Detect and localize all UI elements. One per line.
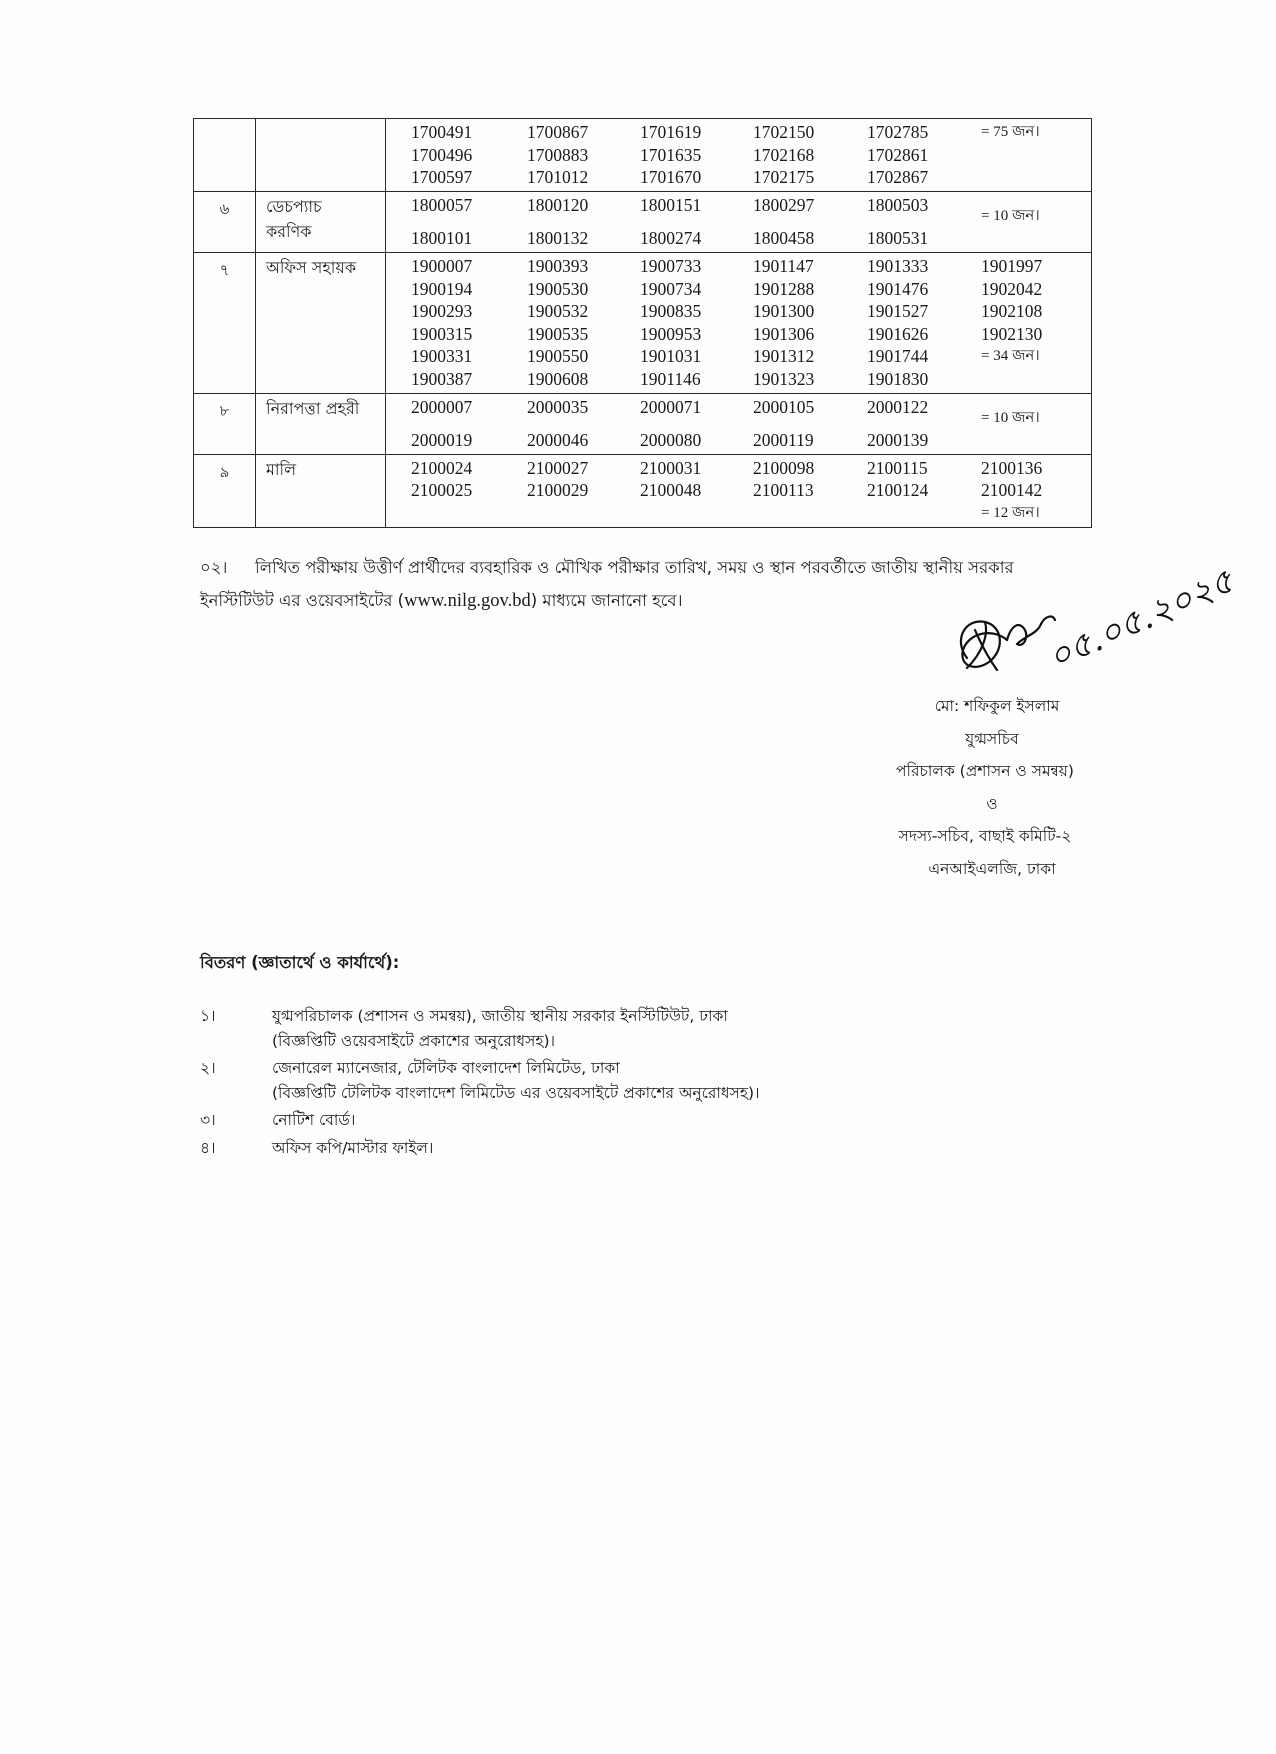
- roll-number: 1900734: [640, 278, 702, 299]
- website-url: www.nilg.gov.bd: [404, 591, 531, 611]
- roll-number: 1900331: [411, 346, 473, 367]
- table-row: [194, 191, 1092, 252]
- roll-number: 2100024: [411, 457, 473, 478]
- distribution-item: [200, 1108, 1200, 1133]
- distribution-item-text: জেনারেল ম্যানেজার, টেলিটক বাংলাদেশ লিমিটেড, ঢাকা: [272, 1059, 620, 1077]
- roll-number: 1901146: [640, 368, 701, 389]
- roll-number: 1901147: [753, 255, 814, 276]
- roll-number: 1702168: [753, 144, 815, 165]
- roll-number: 1901527: [867, 301, 929, 322]
- handwritten-signature: [945, 561, 1240, 690]
- signatory-and: ও: [986, 794, 998, 813]
- post-name-line: ডেচপ্যাচ: [266, 196, 322, 216]
- roll-number: 2100029: [527, 480, 589, 501]
- roll-number: 2000105: [753, 396, 815, 417]
- roll-number: 2100115: [867, 457, 928, 478]
- roll-number: 2000019: [411, 430, 473, 451]
- roll-number: 1901830: [867, 368, 929, 389]
- distribution-list: [200, 1004, 1200, 1163]
- roll-numbers-cell: [386, 252, 1092, 393]
- roll-number: 1901288: [753, 278, 815, 299]
- roll-number: 1701619: [640, 122, 702, 142]
- table-row: [194, 454, 1092, 527]
- roll-number: 1900835: [640, 301, 702, 322]
- roll-number: 1902108: [981, 301, 1043, 322]
- post-name-line: মালি: [266, 459, 297, 479]
- candidate-total: = 34 জন।: [981, 348, 1040, 365]
- roll-number: 2100025: [411, 480, 473, 501]
- serial-number: ৯: [194, 454, 256, 527]
- distribution-item-text: নোটিশ বোর্ড।: [272, 1111, 356, 1129]
- results-table: [193, 118, 1092, 528]
- distribution-item-text: অফিস কপি/মাস্টার ফাইল।: [272, 1138, 434, 1157]
- roll-number: 1700496: [411, 144, 473, 165]
- roll-number: 1700597: [411, 167, 473, 188]
- roll-number: [981, 144, 1101, 167]
- serial-number: ৮: [194, 393, 256, 454]
- serial-number: ৭: [194, 252, 256, 393]
- roll-number: [981, 227, 1101, 250]
- serial-number: [194, 119, 256, 192]
- roll-number: 1901333: [867, 255, 929, 276]
- roll-number: 1900535: [527, 323, 589, 344]
- roll-number: 2100142: [981, 480, 1043, 501]
- roll-numbers-grid: [386, 396, 1091, 452]
- roll-number: 1702861: [867, 144, 929, 165]
- roll-number: 1800120: [527, 194, 589, 215]
- roll-number: 2000007: [411, 396, 473, 417]
- roll-number: 1702867: [867, 167, 929, 188]
- distribution-item-number: ১।: [200, 1007, 216, 1025]
- roll-number: 1900733: [640, 255, 702, 276]
- distribution-title: বিতরণ (জ্ঞাতার্থে ও কার্যার্থে):: [200, 953, 400, 972]
- table-row: [194, 119, 1092, 192]
- roll-number: 2100113: [753, 480, 814, 501]
- roll-numbers-grid: [386, 194, 1091, 250]
- roll-number: 1900530: [527, 278, 589, 299]
- roll-number: 2000119: [753, 430, 814, 451]
- roll-number: 1900007: [411, 255, 473, 276]
- roll-number: 1900194: [411, 278, 473, 299]
- candidate-total: = 12 জন।: [981, 504, 1040, 521]
- roll-number: 1901626: [867, 323, 929, 344]
- roll-number: 2100027: [527, 457, 589, 478]
- post-name: [256, 119, 386, 192]
- signatory-name: মো: শফিকুল ইসলাম: [934, 697, 1060, 715]
- post-name-line: অফিস সহায়ক: [266, 257, 357, 277]
- roll-number: 1900550: [527, 346, 589, 367]
- signatory-committee: সদস্য-সচিব, বাছাই কমিটি-২: [898, 827, 1072, 845]
- roll-numbers-cell: [386, 393, 1092, 454]
- distribution-item: [200, 1004, 1200, 1053]
- roll-number: 2100098: [753, 457, 815, 478]
- roll-number: 1902130: [981, 323, 1043, 344]
- roll-number: 1800503: [867, 194, 929, 215]
- roll-number: 1900608: [527, 368, 589, 389]
- paragraph-number: ০২।: [200, 558, 228, 577]
- roll-number: [981, 429, 1101, 452]
- post-name-line: করণিক: [266, 221, 312, 241]
- roll-number: 1700867: [527, 122, 589, 142]
- roll-numbers-grid: [386, 457, 1091, 525]
- roll-number: [867, 502, 981, 525]
- roll-number: 1901306: [753, 323, 815, 344]
- roll-number: 1702175: [753, 167, 815, 188]
- post-name: [256, 191, 386, 252]
- roll-number: 1800132: [527, 228, 589, 249]
- distribution-item-number: ৩।: [200, 1111, 216, 1129]
- roll-number: 1800274: [640, 228, 702, 249]
- roll-number: 2000080: [640, 430, 702, 451]
- distribution-item: [200, 1056, 1200, 1105]
- distribution-item-text: যুগ্মপরিচালক (প্রশাসন ও সমন্বয়), জাতীয় স্থানীয় সরকার ইনস্টিটিউট, ঢাকা: [272, 1007, 728, 1025]
- roll-numbers-grid: [386, 255, 1091, 391]
- roll-number: 2100136: [981, 457, 1043, 478]
- paragraph-02-text-1: লিখিত পরীক্ষায় উত্তীর্ণ প্রার্থীদের ব্যবহারিক ও মৌখিক পরীক্ষার তারিখ, সময় ও স্থান পরবর্তীতে জাতীয় স্থানীয় সরকার: [255, 558, 1014, 577]
- roll-number: 1901744: [867, 346, 929, 367]
- roll-number: 2100031: [640, 457, 702, 478]
- post-name: [256, 454, 386, 527]
- roll-number: 1702150: [753, 122, 815, 142]
- roll-number: 1700883: [527, 144, 589, 165]
- roll-number: 1900393: [527, 255, 589, 276]
- table-row: [194, 252, 1092, 393]
- roll-number: 1902042: [981, 278, 1043, 299]
- roll-number: 1800101: [411, 228, 473, 249]
- roll-number: 1701012: [527, 167, 589, 188]
- roll-number: 1800151: [640, 194, 702, 215]
- roll-number: 2000046: [527, 430, 589, 451]
- roll-number: [753, 502, 867, 525]
- paragraph-02-text-2a: ইনস্টিটিউট এর ওয়েবসাইটের (: [200, 591, 405, 610]
- candidate-total: = 75 জন।: [981, 124, 1040, 140]
- roll-number: 1901300: [753, 301, 815, 322]
- roll-numbers-cell: [386, 454, 1092, 527]
- paragraph-02-text-2b: ) মাধ্যমে জানানো হবে।: [530, 591, 683, 610]
- roll-number: 1800531: [867, 228, 929, 249]
- roll-number: 1901312: [753, 346, 815, 367]
- roll-number: 1900315: [411, 323, 473, 344]
- roll-number: [527, 502, 640, 525]
- distribution-item: [200, 1136, 1200, 1161]
- roll-number: [411, 502, 527, 525]
- candidate-total: = 10 জন।: [981, 409, 1040, 426]
- roll-number: 1701635: [640, 144, 702, 165]
- post-name: [256, 252, 386, 393]
- roll-number: 2000071: [640, 396, 702, 417]
- roll-number: 1900532: [527, 301, 589, 322]
- roll-number: 1701670: [640, 167, 702, 188]
- table-row: [194, 393, 1092, 454]
- signatory-office: এনআইএলজি, ঢাকা: [928, 859, 1056, 878]
- distribution-item-number: ৪।: [200, 1138, 216, 1157]
- roll-number: 2000035: [527, 396, 589, 417]
- signatory-role: পরিচালক (প্রশাসন ও সমন্বয়): [896, 762, 1074, 780]
- signature-block: [860, 690, 1110, 885]
- roll-number: 1900293: [411, 301, 473, 322]
- roll-number: 1702785: [867, 122, 929, 142]
- results-table-body: [194, 119, 1092, 528]
- distribution-item-text: (বিজ্ঞপ্তিটি টেলিটক বাংলাদেশ লিমিটেড এর ওয়েবসাইটে প্রকাশের অনুরোধসহ)।: [272, 1083, 760, 1102]
- roll-numbers-cell: [386, 191, 1092, 252]
- roll-number: [640, 502, 753, 525]
- roll-number: 2000122: [867, 396, 929, 417]
- roll-number: 1900953: [640, 323, 702, 344]
- roll-number: 1900387: [411, 368, 473, 389]
- roll-numbers-grid: [386, 121, 1091, 189]
- roll-number: 1800297: [753, 194, 815, 215]
- roll-number: 2000139: [867, 430, 929, 451]
- distribution-item-number: ২।: [200, 1059, 216, 1077]
- roll-number: 1800458: [753, 228, 815, 249]
- roll-number: [981, 368, 1101, 391]
- roll-number: 1901997: [981, 255, 1043, 276]
- roll-number: 1901031: [640, 346, 702, 367]
- roll-number: 2100124: [867, 480, 929, 501]
- roll-number: 1901476: [867, 278, 929, 299]
- signature-date: ০৫.০৫.২০২৫: [1042, 561, 1240, 679]
- roll-number: 2100048: [640, 480, 702, 501]
- roll-number: 1700491: [411, 122, 473, 142]
- serial-number: ৬: [194, 191, 256, 252]
- roll-numbers-cell: [386, 119, 1092, 192]
- roll-number: [981, 166, 1101, 189]
- roll-number: 1901323: [753, 368, 815, 389]
- roll-number: 1800057: [411, 194, 473, 215]
- post-name-line: নিরাপত্তা প্রহরী: [266, 398, 360, 418]
- post-name: [256, 393, 386, 454]
- distribution-item-text: (বিজ্ঞপ্তিটি ওয়েবসাইটে প্রকাশের অনুরোধসহ)।: [272, 1031, 556, 1050]
- candidate-total: = 10 জন।: [981, 207, 1040, 224]
- signatory-designation: যুগ্মসচিব: [965, 729, 1019, 748]
